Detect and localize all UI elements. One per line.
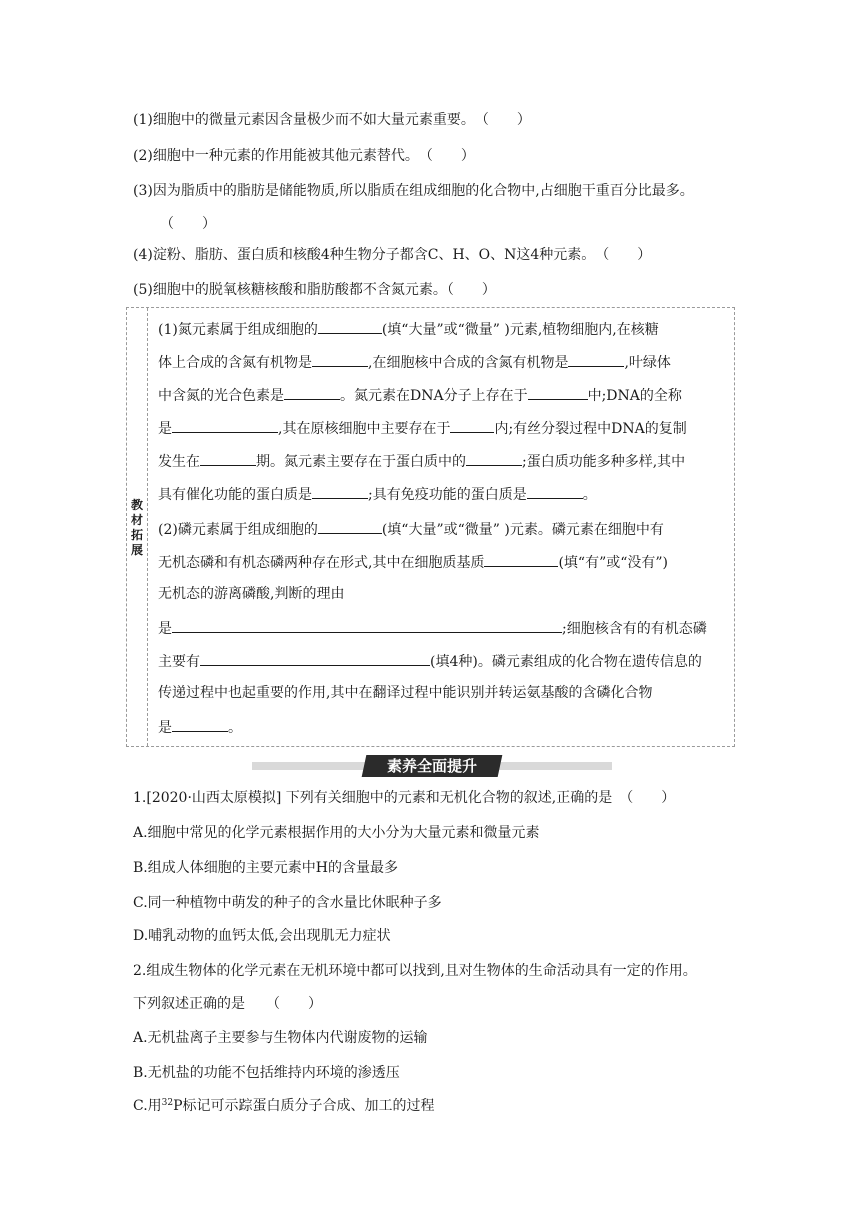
judgment-2: (2)细胞中一种元素的作用能被其他元素替代。 （ ） xyxy=(133,148,475,164)
ext-line-4: 是 ,其在原核细胞中主要存在于 内;有丝分裂过程中DNA的复制 xyxy=(158,417,687,439)
q1-option-b[interactable]: B.组成人体细胞的主要元素中H的含量最多 xyxy=(133,860,398,876)
answer-blank[interactable] xyxy=(312,351,368,367)
answer-blank[interactable] xyxy=(200,650,430,666)
ext-line-11: 主要有 (填4种)。磷元素组成的化合物在遗传信息的 xyxy=(158,650,702,672)
q2-option-b[interactable]: B.无机盐的功能不包括维持内环境的渗透压 xyxy=(133,1065,400,1081)
answer-blank[interactable] xyxy=(172,716,228,732)
judgment-5: (5)细胞中的脱氧核糖核酸和脂肪酸都不含氮元素。（ ） xyxy=(133,282,496,298)
judgment-1: (1)细胞中的微量元素因含量极少而不如大量元素重要。 （ ） xyxy=(133,112,531,128)
answer-blank[interactable] xyxy=(568,351,624,367)
q1-stem: 1.[2020·山西太原模拟] 下列有关细胞中的元素和无机化合物的叙述,正确的是 （ ） xyxy=(133,790,676,806)
answer-blank[interactable] xyxy=(527,483,583,499)
ext-line-9: 无机态的游离磷酸,判断的理由 xyxy=(158,586,345,602)
ext-line-10: 是 ;细胞核含有的有机态磷 xyxy=(158,617,707,639)
ext-line-8: 无机态磷和有机态磷两种存在形式,其中在细胞质基质 (填“有”或“没有”) xyxy=(158,551,668,573)
answer-blank[interactable] xyxy=(528,384,588,400)
answer-blank[interactable] xyxy=(318,518,382,534)
q2-option-c[interactable]: C.用$^{32}$P标记可示踪蛋白质分子合成、加工的过程 xyxy=(133,1098,435,1114)
answer-blank[interactable] xyxy=(284,384,340,400)
ext-line-2: 体上合成的含氮有机物是 ,在细胞核中合成的含氮有机物是 ,叶绿体 xyxy=(158,351,671,373)
ext-line-3: 中含氮的光合色素是 。氮元素在DNA分子上存在于 中;DNA的全称 xyxy=(158,384,682,406)
q2-option-a[interactable]: A.无机盐离子主要参与生物体内代谢废物的运输 xyxy=(133,1030,428,1046)
q1-option-c[interactable]: C.同一种植物中萌发的种子的含水量比休眠种子多 xyxy=(133,895,442,911)
answer-blank[interactable] xyxy=(450,417,494,433)
answer-blank[interactable] xyxy=(200,450,256,466)
ext-line-13: 是 。 xyxy=(158,716,242,738)
judgment-4: (4)淀粉、脂肪、蛋白质和核酸4种生物分子都含C、H、O、N这4种元素。 （ ） xyxy=(133,247,652,263)
extension-label: 教材拓展 xyxy=(130,498,143,557)
answer-blank[interactable] xyxy=(312,483,368,499)
answer-blank[interactable] xyxy=(172,417,278,433)
ext-line-6: 具有催化功能的蛋白质是 ;具有免疫功能的蛋白质是 。 xyxy=(158,483,597,505)
ext-line-7: (2)磷元素属于组成细胞的 (填“大量”或“微量” )元素。磷元素在细胞中有 xyxy=(158,518,664,540)
ext-line-5: 发生在 期。氮元素主要存在于蛋白质中的 ;蛋白质功能多种多样,其中 xyxy=(158,450,685,472)
answer-blank[interactable] xyxy=(172,617,562,633)
answer-blank[interactable] xyxy=(318,318,382,334)
banner-title: 素养全面提升 xyxy=(362,755,503,777)
q1-option-d[interactable]: D.哺乳动物的血钙太低,会出现肌无力症状 xyxy=(133,928,391,944)
q1-option-a[interactable]: A.细胞中常见的化学元素根据作用的大小分为大量元素和微量元素 xyxy=(133,825,540,841)
ext-line-12: 传递过程中也起重要的作用,其中在翻译过程中能识别并转运氨基酸的含磷化合物 xyxy=(158,685,653,701)
answer-blank[interactable] xyxy=(484,551,558,567)
section-banner xyxy=(252,755,612,777)
isotope-superscript: 32 xyxy=(161,1098,174,1108)
judgment-3: (3)因为脂质中的脂肪是储能物质,所以脂质在组成细胞的化合物中,占细胞干重百分比最多。 xyxy=(133,183,694,199)
ext-line-1: (1)氮元素属于组成细胞的 (填“大量”或“微量” )元素,植物细胞内,在核糖 xyxy=(158,318,659,340)
extension-sidebar xyxy=(127,308,148,746)
answer-blank[interactable] xyxy=(466,450,522,466)
q2-stem-line-2: 下列叙述正确的是 （ ） xyxy=(133,996,322,1012)
judgment-3-bracket: （ ） xyxy=(160,216,216,232)
q2-stem-line-1: 2.组成生物体的化学元素在无机环境中都可以找到,且对生物体的生命活动具有一定的作用。 xyxy=(133,963,697,979)
